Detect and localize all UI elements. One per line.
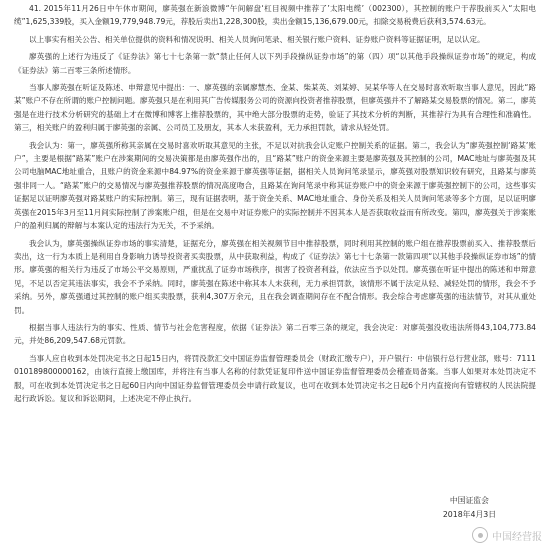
watermark-text: 中国经营报 — [492, 531, 542, 543]
paragraph-4: 当事人廖英强在听证及陈述、申辩意见中提出：一、廖英强的亲属廖慧杰、金某、柴某英、刘某婷、吴某华等人在交易时喜欢听取当事人意见，因此“路某”账户不存在所谓的账户控制问题。廖英强只是在利用其广告传媒服务公司的资源向投资者推荐股票，但廖英强并不了解路某交易股票的情况。第二，廖英强是在进行技术分析研究的基础上才在微博和博客上推荐股票的，其中绝大部分股票的走势，验证了其技术分析的判断，其推荐行为具有合理性和准确性。第三，相关账户的盈利归属于廖英强的亲属、公司员工及朋友，其本人未获盈利，无力承担罚款，请求从轻处罚。 — [14, 83, 536, 133]
paragraph-8: 当事人应自收到本处罚决定书之日起15日内，将罚没款汇交中国证券监督管理委员会（财政汇缴专户），开户银行：中信银行总行营业部，账号：7111010189800000162，由该行直接上缴国库，并将注有当事人名称的付款凭证复印件送中国证券监督管理委员会稽查局备案。当事人如果对本处罚决定不服，可在收到本处罚决定书之日起60日内向中国证券监督管理委员会申请行政复议，也可在收到本处罚决定书之日起6个月内直接向有管辖权的人民法院提起行政诉讼。复议和诉讼期间，上述决定不停止执行。 — [14, 353, 536, 403]
paragraph-3: 廖英强的上述行为违反了《证券法》第七十七条第一款“禁止任何人以下列手段操纵证券市场”的第（四）项“以其他手段操纵证券市场”的规定，构成《证券法》第二百零三条所述情形。 — [14, 52, 536, 75]
circle-logo-icon — [472, 527, 488, 543]
issuer-name: 中国证监会 — [449, 496, 489, 505]
paragraph-5: 我会认为：第一，廖英强所称其亲属在交易时喜欢听取其意见的主张，不足以对抗我会认定账户控制关系的证据。第二，我会认为“廖英强控制‘路某’账户”，主要是根据“路某”账户在涉案期间的交易决策都是由廖英强作出的，且“路某”账户的资金来源主要是廖英强及其控制的公司，MAC地址与廖英强及其公司电脑MAC地址重合，且账户的资金来源中84.97%的资金来源于廖英强等证据，据相关人员询问笔录显示，廖英强对股票知识较有研究，且路某与廖英强非同一人。“路某”账户的交易情况与廖英强推荐股票的情况高度吻合，且路某在询问笔录中称其证券账户中的资金来源于廖英强控制下的公司，这些事实证据足以证明廖英强对路某账户的实际控制。第三，现有证据表明，基于资金关系、MAC地址重合、身份关系及相关人员询问笔录等多个方面，足以证明廖英强在2015年3月至11月间实际控制了涉案账户组，但是在交易中对证券账户的实际控制并不因其本人是否获取收益而有所改变。第四，廖英强关于涉案账户的盈利归属的辩解与本案认定的违法行为无关，不予采纳。 — [14, 140, 536, 231]
document-body — [14, 2, 536, 405]
watermark — [472, 527, 542, 543]
paragraph-6: 我会认为，廖英强操纵证券市场的事实清楚，证据充分，廖英强在相关视频节目中推荐股票，同时利用其控制的账户组在推荐股票前买入、推荐股票后卖出，这一行为本质上是利用自身影响力诱导投资者买卖股票，从中获取利益，构成了《证券法》第七十七条第一款第四项“以其他手段操纵证券市场”的情形。廖英强的相关行为违反了市场公平交易原则，严重扰乱了证券市场秩序，损害了投资者利益，依法应当予以处罚。廖英强在听证中提出的陈述和申辩意见，不足以否定其违法事实，我会不予采纳。同时，廖英强在陈述中称其本人未获利，无力承担罚款，该情形不属于法定从轻、减轻处罚的情形，我会不予采纳。另外，廖英强通过其控制的账户组买卖股票，获利4,307万余元，且在我会调查期间存在不配合情形。我会综合考虑廖英强的违法情节，对其从重处罚。 — [14, 238, 536, 315]
paragraph-2: 以上事实有相关公告、相关单位提供的资料和情况说明、相关人员询问笔录、相关银行账户资料、证券账户资料等证据证明，足以认定。 — [29, 34, 485, 44]
paragraph-1: 41. 2015年11月26日中午休市期间，廖英强在新浪微博“午间解盘‘杠目视频中推荐了’太阳电缆’（002300），其控制的账户于荐股前买入“太阳电缆”1,625,339股，买入金额19,779,948.79元，荐股后卖出1,228,300股，卖出金额15,136,679.00元，扣除交易税费后获利3,574.63元。 — [14, 4, 536, 27]
paragraph-7: 根据当事人违法行为的事实、性质、情节与社会危害程度，依据《证券法》第二百零三条的规定，我会决定：对廖英强没收违法所得43,104,773.84元，并处86,209,547.68元罚款。 — [14, 322, 536, 346]
issue-date: 2018年4月3日 — [442, 510, 496, 519]
signature-block — [443, 494, 496, 522]
